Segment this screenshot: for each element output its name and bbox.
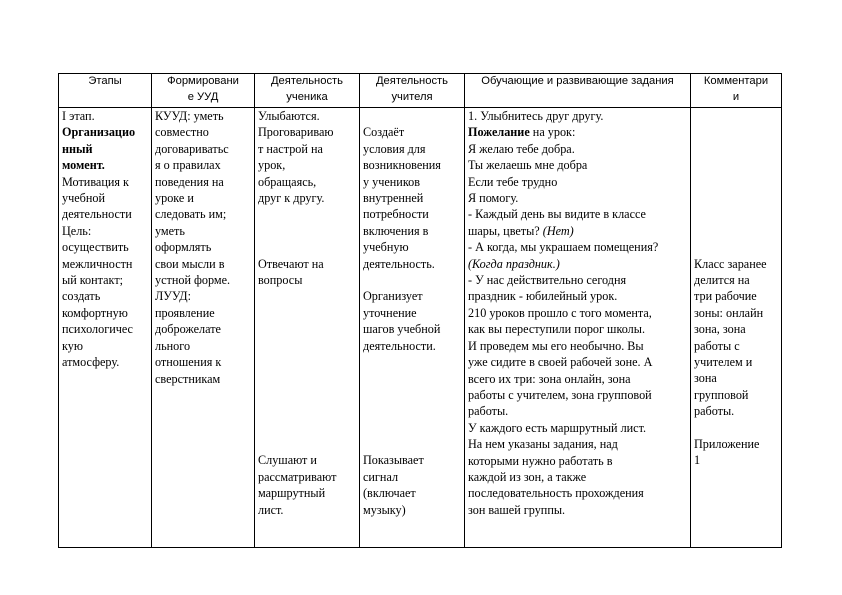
header-tasks: Обучающие и развивающие задания — [465, 74, 691, 108]
student-activity-cell: Улыбаются. Проговариваю т настрой на урок, обращаясь, друг к другу. Отвечают на вопросы Слушают и рассматривают маршрутный лист. — [255, 108, 360, 548]
header-row — [59, 74, 782, 108]
header-teacher-activity: Деятельность учителя — [360, 74, 465, 108]
wish-label: Пожелание — [468, 125, 530, 140]
stage-cell: I этап. Организацио нный момент. Мотивация к учебной деятельности Цель: осуществить межличностн ый контакт; создать комфортную психологичес кую атмосферу. — [59, 108, 152, 548]
teacher-activity-cell: Создаёт условия для возникновения у учеников внутренней потребности включения в учебную деятельность. Организует уточнение шагов учебной деятельности. Показывает сигнал (включает музыку) — [360, 108, 465, 548]
comments-cell: Класс заранее делится на три рабочие зоны: онлайн зона, зона работы с учителем и зона групповой работы. Приложение 1 — [691, 108, 782, 548]
header-uud: Формировани е УУД — [152, 74, 255, 108]
lesson-table — [58, 73, 782, 548]
header-student-activity: Деятельность ученика — [255, 74, 360, 108]
table-row — [59, 108, 782, 548]
tasks-cell: 1. Улыбнитесь друг другу. Пожелание на урок: Я желаю тебе добра. Ты желаешь мне добра Если тебе трудно Я помогу. - Каждый день вы видите в классе шары, цветы? (Нет) - А когда, мы украшаем помещения? (Когда праздник.) - У нас действительно сегодня праздник - юбилейный урок. 210 уроков прошло с того момента, как вы переступили порог школы. И проведем мы его необычно. Вы уже сидите в своей рабочей зоне. А всего их три: зона онлайн, зона работы с учителем, зона групповой работы. У каждого есть маршрутный лист. На нем указаны задания, над которыми нужно работать в каждой из зон, а также последовательность прохождения зон вашей группы. — [465, 108, 691, 548]
uud-cell: КУУД: уметь совместно договариватьс я о правилах поведения на уроке и следовать им; уметь оформлять свои мысли в устной форме. ЛУУД: проявление доброжелате льного отношения к сверстникам — [152, 108, 255, 548]
header-comments: Комментари и — [691, 74, 782, 108]
header-stages: Этапы — [59, 74, 152, 108]
